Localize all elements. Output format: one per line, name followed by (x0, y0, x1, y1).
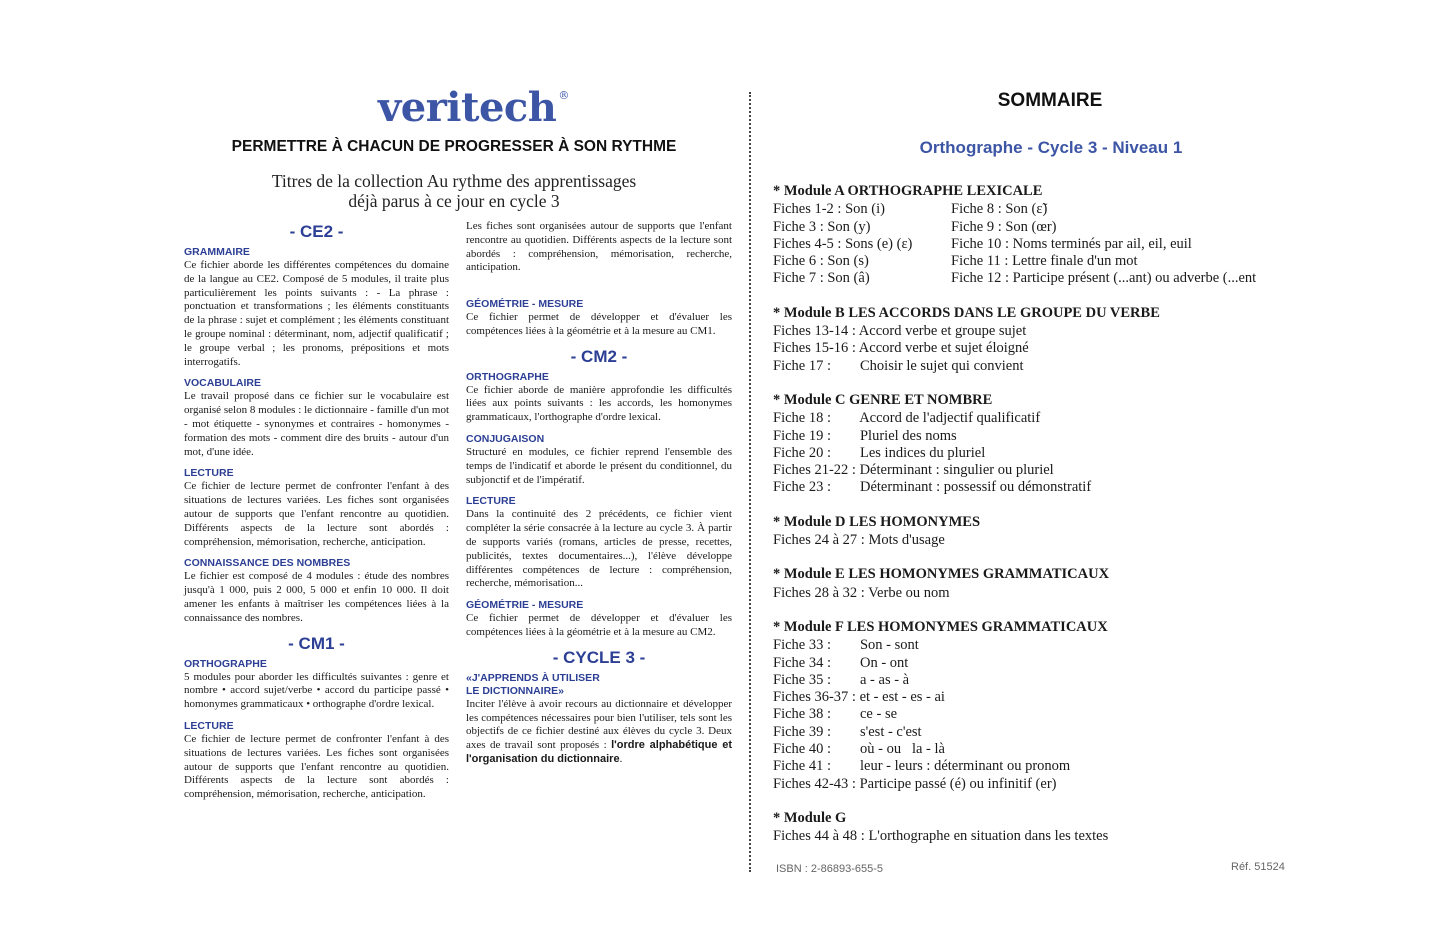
ce2-vocabulaire: VOCABULAIRE Le travail proposé dans ce fichier sur le vocabulaire est organisé selon 8 modules : le dictionnaire - famille d'un mot - mot étiquette - synonymes et contraires - homonymes - formation des mots - comment dire des bruits - autour d'un mot, d'une idée. (184, 377, 449, 458)
cycle3-dictionnaire: «J'APPRENDS À UTILISER LE DICTIONNAIRE» Inciter l'élève à avoir recours au dictionnaire et développer les compétences nécessaires pour bien l'utiliser, tels sont les objectifs de ce fichier destiné aux élèves du cycle 3. Deux axes de travail sont proposés : l'ordre alphabétique et l'organisation du dictionnaire. (466, 671, 733, 765)
module-g: * Module G Fiches 44 à 48 : L'orthographe en situation dans les textes (773, 809, 1109, 845)
column-middle (466, 220, 732, 775)
module-a: * Module A ORTHOGRAPHE LEXICALE Fiches 1-2 : Son (i) Fiche 8 : Son (ɛ̃) Fiche 3 : Son (y) Fiche 9 : Son (œr) Fiches 4-5 : Sons (e) (ε) Fiche 10 : Noms terminés par ail, eil, euil Fiche 6 : Son (s) Fiche 11 : Lettre finale d'un mot Fiche 7 : Son (â) Fiche 12 : Participe présent (...ant) ou adverbe (...ent (773, 183, 1257, 287)
cm2-geometrie: GÉOMÉTRIE - MESURE Ce fichier permet de développer et d'évaluer les compétences liées à la géométrie et à la mesure au CM2. (466, 599, 732, 638)
ce2-grammaire: GRAMMAIRE Ce fichier aborde les différentes compétences du domaine de la langue au CE2. Composé de 5 modules, il traite plus particulièrement les points suivants : - La phrase : ponctuation et transformations ; les éléments constituants de la phrase : sujet et complément ; les éléments constituant le groupe nominal : déterminant, nom, adjectif qualificatif ; le groupe verbal ; les pronoms, prépositions et mots interrogatifs. (184, 246, 449, 368)
ce2-nombres: CONNAISSANCE DES NOMBRES Le fichier est composé de 4 modules : étude des nombres jusqu'à 1 000, puis 2 000, 5 000 et enfin 10 000. Il doit amener les enfants à maîtriser les compétences liées à la connaissance des nombres. (184, 557, 449, 624)
cm1-orthographe: ORTHOGRAPHE 5 modules pour aborder les difficultés suivantes : genre et nombre • accord sujet/verbe • accord du participe passé • homonymes grammaticaux • orthographe d'ordre lexical. (184, 657, 449, 711)
page-divider (749, 92, 751, 872)
module-c: * Module C GENRE ET NOMBRE Fiche 18 : Accord de l'adjectif qualificatif Fiche 19 : Pluriel des noms Fiche 20 : Les indices du pluriel Fiches 21-22 : Déterminant : singulier ou pluriel Fiche 23 : Déterminant : possessif ou démonstratif (773, 391, 1092, 496)
module-b: * Module B LES ACCORDS DANS LE GROUPE DU VERBE Fiches 13-14 : Accord verbe et groupe sujet Fiches 15-16 : Accord verbe et sujet éloigné Fiche 17 : Choisir le sujet qui convient (773, 304, 1160, 374)
column-left (184, 222, 449, 801)
cm1-lecture-cont: Les fiches sont organisées autour de supports que l'enfant rencontre au quotidien. Différents aspects de la lecture sont abordés : compréhension, mémorisation, recherche, anticipation. (466, 220, 732, 274)
module-f: * Module F LES HOMONYMES GRAMMATICAUX Fiche 33 : Son - sont Fiche 34 : On - ont Fiche 35 : a - as - à Fiches 36-37 : et - est - es - ai Fiche 38 : ce - se Fiche 39 : s'est - c'est Fiche 40 : où - ou la - là Fiche 41 : leur - leurs : déterminant ou pronom Fiches 42-43 : Participe passé (é) ou infinitif (er) (773, 618, 1108, 792)
module-e: * Module E LES HOMONYMES GRAMMATICAUX Fiches 28 à 32 : Verbe ou nom (773, 566, 1110, 601)
isbn: ISBN : 2-86893-655-5 (776, 863, 884, 875)
module-d: * Module D LES HOMONYMES Fiches 24 à 27 : Mots d'usage (773, 513, 981, 549)
cm1-geometrie: GÉOMÉTRIE - MESURE Ce fichier permet de développer et d'évaluer les compétences liées à la géométrie et à la mesure au CM1. (466, 298, 732, 337)
orthographe-subtitle: Orthographe - Cycle 3 - Niveau 1 (919, 138, 1183, 157)
cm2-lecture: LECTURE Dans la continuité des 2 précédents, ce fichier vient compléter la série consacrée à la lecture au cycle 3. À partir de supports variés (romans, articles de presse, recettes, publicités, textes documentaires...), l'élève développe différentes compétences de lecture : compréhension, recherche, mémorisation... (466, 495, 732, 590)
ce2-lecture: LECTURE Ce fichier de lecture permet de confronter l'enfant à des situations de lectures variées. Les fiches sont organisées autour de supports que l'enfant rencontre au quotidien. Différents aspects de la lecture sont abordés : compréhension, mémorisation, recherche, anticipation. (184, 467, 449, 548)
cm2-conjugaison: CONJUGAISON Structuré en modules, ce fichier reprend l'ensemble des temps de l'indicatif et aborde le présent du conditionnel, du subjonctif et de l'impératif. (466, 432, 732, 486)
reference: Réf. 51524 (1231, 861, 1285, 873)
veritech-logo: veritech ® (378, 84, 569, 131)
table-of-contents (773, 183, 1333, 863)
cm2-title: - CM2 - (570, 346, 628, 366)
headline: PERMETTRE À CHACUN DE PROGRESSER À SON RYTHME (231, 138, 677, 155)
cm1-title: - CM1 - (288, 633, 345, 653)
collection-subtitle: Titres de la collection Au rythme des apprentissages déjà parus à ce jour en cycle 3 (271, 171, 637, 211)
cm1-lecture-start: LECTURE Ce fichier de lecture permet de confronter l'enfant à des situations de lectures variées. Les fiches sont organisées autour de supports que l'enfant rencontre au quotidien. Différents aspects de la lecture sont abordés : compréhension, mémorisation, recherche, anticipation. (184, 719, 449, 801)
cm2-orthographe: ORTHOGRAPHE Ce fichier aborde de manière approfondie les difficultés liées aux points suivants : les accords, les homonymes grammaticaux, l'orthographe d'ordre lexical. (466, 370, 732, 424)
ce2-title: - CE2 - (289, 222, 344, 241)
cycle3-title: - CYCLE 3 - (552, 647, 646, 667)
sommaire-title: SOMMAIRE (997, 90, 1103, 111)
